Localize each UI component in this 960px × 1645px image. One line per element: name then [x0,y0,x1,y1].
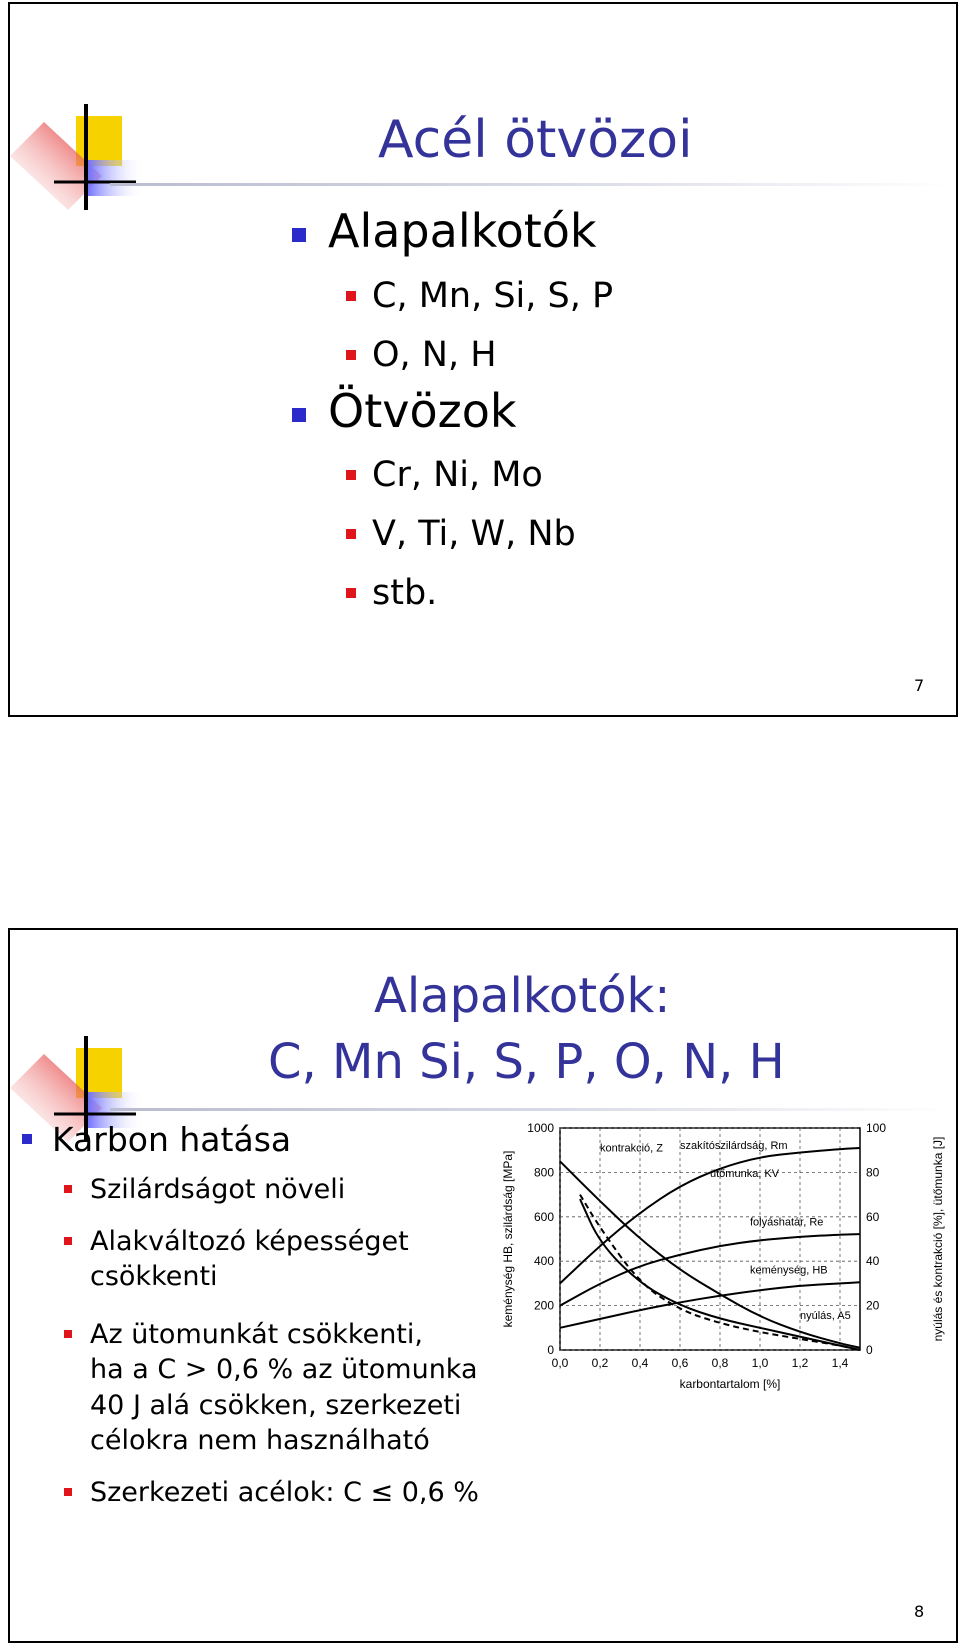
x-tick-label: 1,2 [791,1356,809,1370]
slide-2-title-line-2: C, Mn Si, S, P, O, N, H [268,1034,785,1090]
y-right-tick-label: 0 [866,1343,873,1357]
y-left-tick-label: 1000 [527,1121,554,1135]
slide-2-title-line-1: Alapalkotók: [374,968,671,1024]
y-left-tick-label: 800 [533,1165,554,1180]
slide-logo-icon [10,94,150,214]
y-left-axis-label: keménység HB, szilárdság [MPa] [501,1150,515,1328]
x-tick-label: 0,6 [671,1356,689,1370]
series-label: szakítószilárdság, Rm [680,1140,788,1153]
y-right-tick-label: 40 [866,1254,880,1269]
y-left-tick-label: 0 [547,1343,554,1357]
page-number: 7 [914,676,925,695]
chart-ticks [527,1121,886,1370]
slide-1-title: Acél ötvözoi [378,110,693,170]
x-axis-label: karbontartalom [%] [679,1377,781,1391]
x-tick-label: 0,2 [591,1356,609,1370]
sub-bullet-continuation: csökkenti [90,1261,218,1292]
x-tick-label: 0,8 [711,1356,729,1370]
slide-2: Alapalkotók: C, Mn Si, S, P, O, N, H Karbon hatása Szilárdságot növeli Alakváltozó képességet csökkenti Az ütomunkát csökkenti, ha a C > 0,6 % az ütomunka 40 J alá csökken, szerkezeti célokra nem használható Szerkezeti acélok: C ≤ 0,6 % 0,0 0,2 0,4 0,6 0,8 1,0 1,2 1,4 0 200 400 600 800 1000 0 20 40 60 80 100 karbontartalom [%] keménység HB, szilárdság [MPa] nyúlás és kontrakció [%], ütőmunka [J] szakítószilárdság, Rm folyáshatár, Re keménység, HB ütőmunka, KV kontrakció, Z nyúlás, A5 8 [8,928,958,1643]
sub-bullet-continuation: ha a C > 0,6 % az ütomunka [90,1354,478,1385]
x-tick-label: 0,0 [551,1356,569,1370]
x-tick-label: 1,0 [751,1356,769,1370]
y-left-tick-label: 600 [533,1209,554,1224]
y-right-tick-label: 100 [866,1121,887,1135]
slide-1: Acél ötvözoi Alapalkotók C, Mn, Si, S, P O, N, H Ötvözok Cr, Ni, Mo V, Ti, W, Nb stb. 7 [8,2,958,717]
sub-bullet-continuation: 40 J alá csökken, szerkezeti [90,1390,462,1421]
carbon-effect-chart [480,1108,950,1408]
page-number: 8 [914,1602,925,1621]
x-tick-label: 0,4 [631,1356,649,1370]
y-left-tick-label: 200 [533,1298,554,1313]
y-right-tick-label: 20 [866,1298,880,1313]
series-label: ütőmunka, KV [710,1167,780,1180]
y-right-axis-label: nyúlás és kontrakció [%], ütőmunka [J] [931,1136,945,1342]
series-label: keménység, HB [750,1264,828,1277]
y-right-tick-label: 60 [866,1209,880,1224]
series-label: folyáshatár, Re [750,1216,824,1229]
y-right-tick-label: 80 [866,1165,880,1180]
y-left-tick-label: 400 [533,1254,554,1269]
title-underline [110,183,950,186]
sub-bullet-continuation: célokra nem használható [90,1425,430,1456]
series-label: nyúlás, A5 [800,1309,851,1322]
series-label: kontrakció, Z [600,1142,663,1155]
x-tick-label: 1,4 [831,1356,849,1370]
